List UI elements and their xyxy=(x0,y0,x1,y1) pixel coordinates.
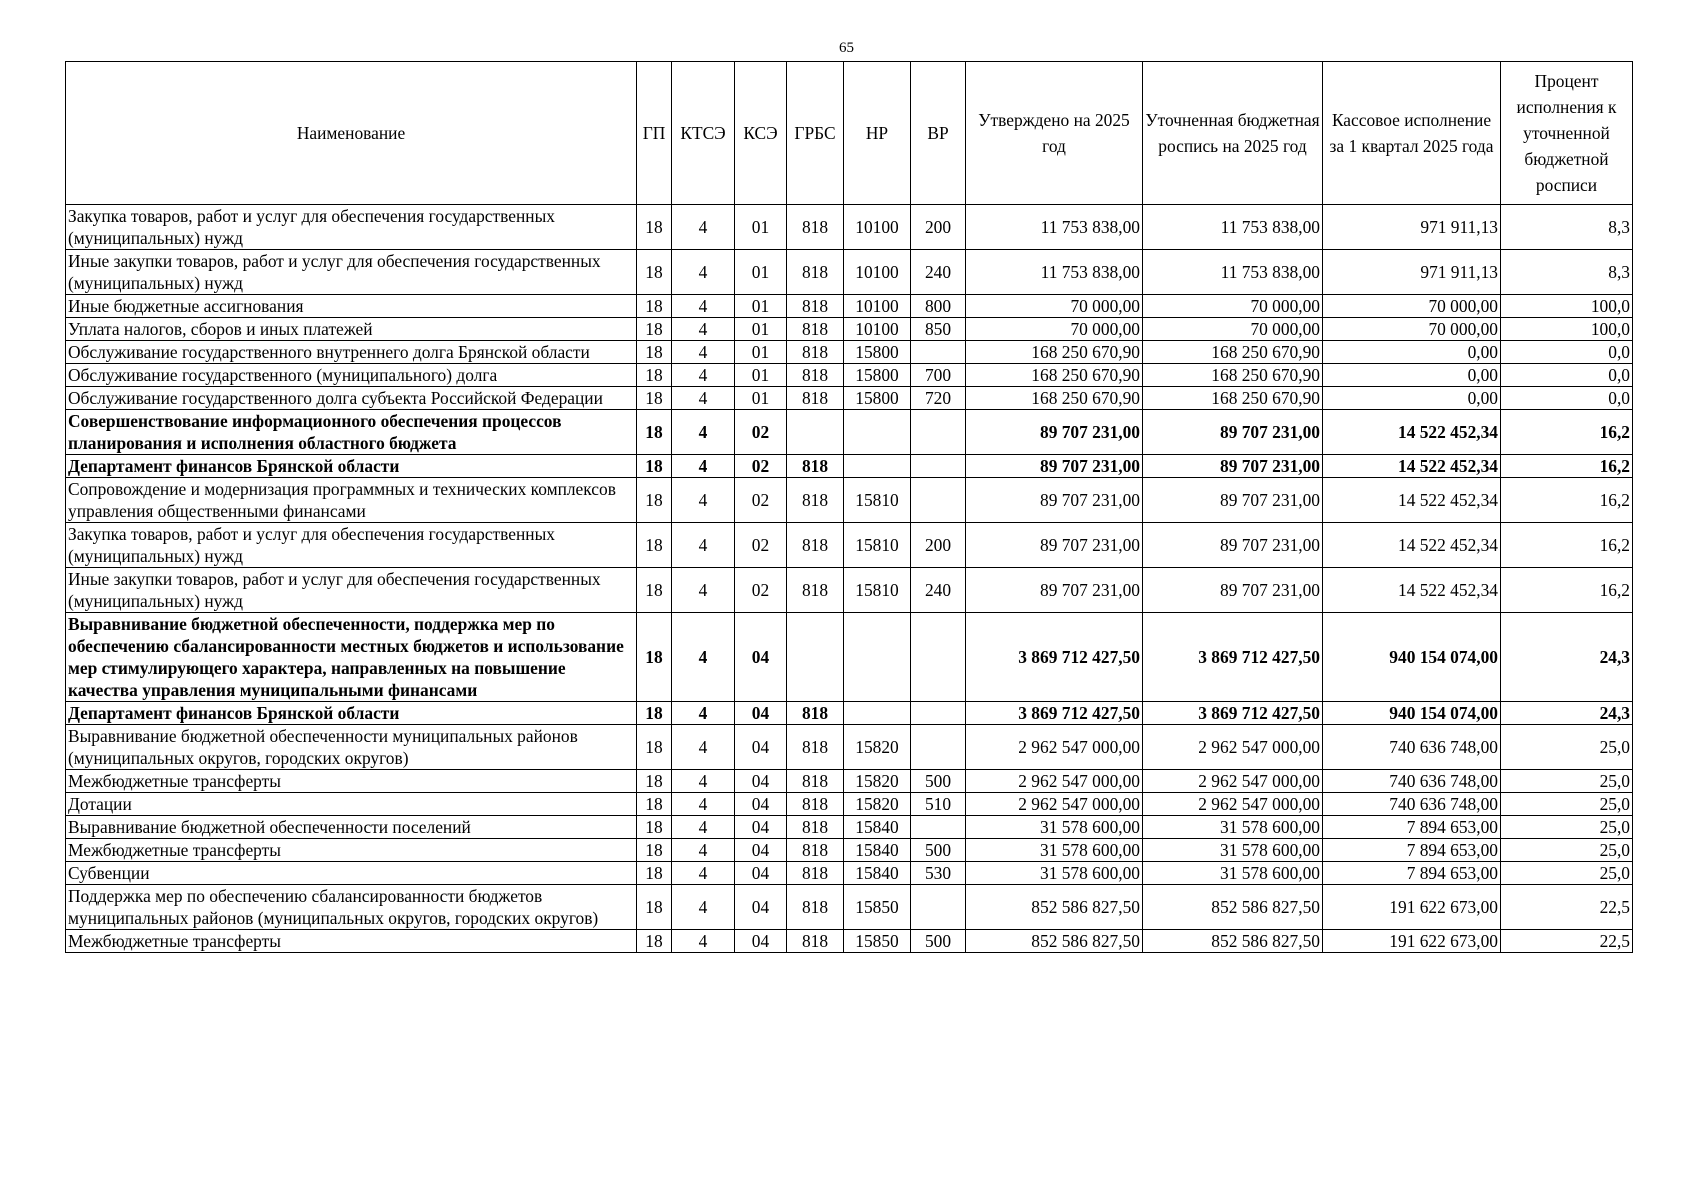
cell-vr: 240 xyxy=(911,568,966,613)
cell-approved: 2 962 547 000,00 xyxy=(966,793,1143,816)
cell-refined: 31 578 600,00 xyxy=(1143,862,1323,885)
cell-approved: 3 869 712 427,50 xyxy=(966,613,1143,702)
cell-gp: 18 xyxy=(637,455,672,478)
cell-name: Уплата налогов, сборов и иных платежей xyxy=(66,318,637,341)
cell-kse: 04 xyxy=(735,725,787,770)
header-np: НР xyxy=(844,62,911,205)
cell-percent: 24,3 xyxy=(1501,613,1633,702)
cell-refined: 89 707 231,00 xyxy=(1143,410,1323,455)
cell-refined: 2 962 547 000,00 xyxy=(1143,793,1323,816)
cell-cash: 14 522 452,34 xyxy=(1323,410,1501,455)
cell-np: 15820 xyxy=(844,725,911,770)
cell-grbs xyxy=(787,410,844,455)
cell-gp: 18 xyxy=(637,568,672,613)
cell-kse: 01 xyxy=(735,295,787,318)
cell-cash: 0,00 xyxy=(1323,364,1501,387)
cell-cash: 7 894 653,00 xyxy=(1323,862,1501,885)
cell-refined: 168 250 670,90 xyxy=(1143,387,1323,410)
cell-percent: 8,3 xyxy=(1501,205,1633,250)
cell-ktse: 4 xyxy=(672,295,735,318)
cell-np: 10100 xyxy=(844,295,911,318)
cell-name: Выравнивание бюджетной обеспеченности поселений xyxy=(66,816,637,839)
cell-cash: 14 522 452,34 xyxy=(1323,568,1501,613)
cell-np: 15800 xyxy=(844,341,911,364)
cell-grbs: 818 xyxy=(787,250,844,295)
cell-ktse: 4 xyxy=(672,478,735,523)
cell-vr xyxy=(911,410,966,455)
table-row xyxy=(66,930,1633,953)
cell-ktse: 4 xyxy=(672,613,735,702)
table-row xyxy=(66,364,1633,387)
cell-refined: 852 586 827,50 xyxy=(1143,885,1323,930)
cell-refined: 3 869 712 427,50 xyxy=(1143,702,1323,725)
cell-np: 15810 xyxy=(844,568,911,613)
cell-name: Департамент финансов Брянской области xyxy=(66,702,637,725)
cell-refined: 11 753 838,00 xyxy=(1143,250,1323,295)
cell-np xyxy=(844,613,911,702)
cell-grbs: 818 xyxy=(787,885,844,930)
cell-approved: 2 962 547 000,00 xyxy=(966,725,1143,770)
cell-gp: 18 xyxy=(637,930,672,953)
header-kse: КСЭ xyxy=(735,62,787,205)
cell-vr xyxy=(911,613,966,702)
header-approved: Утверждено на 2025 год xyxy=(966,62,1143,205)
cell-refined: 31 578 600,00 xyxy=(1143,839,1323,862)
cell-vr: 500 xyxy=(911,930,966,953)
cell-grbs: 818 xyxy=(787,793,844,816)
cell-ktse: 4 xyxy=(672,839,735,862)
header-percent: Процент исполнения к уточненной бюджетной росписи xyxy=(1501,62,1633,205)
cell-gp: 18 xyxy=(637,816,672,839)
cell-gp: 18 xyxy=(637,839,672,862)
cell-name: Сопровождение и модернизация программных и технических комплексов управления общественными финансами xyxy=(66,478,637,523)
cell-grbs: 818 xyxy=(787,816,844,839)
cell-name: Закупка товаров, работ и услуг для обеспечения государственных (муниципальных) нужд xyxy=(66,205,637,250)
cell-grbs: 818 xyxy=(787,387,844,410)
cell-ktse: 4 xyxy=(672,205,735,250)
cell-kse: 02 xyxy=(735,478,787,523)
table-row xyxy=(66,455,1633,478)
cell-np: 15840 xyxy=(844,862,911,885)
cell-np: 10100 xyxy=(844,205,911,250)
cell-refined: 89 707 231,00 xyxy=(1143,568,1323,613)
cell-refined: 3 869 712 427,50 xyxy=(1143,613,1323,702)
table-row xyxy=(66,410,1633,455)
cell-grbs xyxy=(787,613,844,702)
cell-percent: 16,2 xyxy=(1501,523,1633,568)
cell-gp: 18 xyxy=(637,250,672,295)
cell-approved: 11 753 838,00 xyxy=(966,205,1143,250)
cell-ktse: 4 xyxy=(672,410,735,455)
table-row xyxy=(66,816,1633,839)
cell-name: Поддержка мер по обеспечению сбалансированности бюджетов муниципальных районов (муниципальных округов, городских округов) xyxy=(66,885,637,930)
cell-cash: 740 636 748,00 xyxy=(1323,725,1501,770)
cell-kse: 01 xyxy=(735,387,787,410)
table-row xyxy=(66,387,1633,410)
cell-ktse: 4 xyxy=(672,885,735,930)
cell-cash: 14 522 452,34 xyxy=(1323,455,1501,478)
cell-vr: 200 xyxy=(911,205,966,250)
cell-cash: 740 636 748,00 xyxy=(1323,793,1501,816)
cell-grbs: 818 xyxy=(787,839,844,862)
cell-grbs: 818 xyxy=(787,725,844,770)
cell-np xyxy=(844,702,911,725)
cell-grbs: 818 xyxy=(787,295,844,318)
table-row xyxy=(66,568,1633,613)
cell-vr xyxy=(911,885,966,930)
cell-np: 15810 xyxy=(844,478,911,523)
cell-gp: 18 xyxy=(637,770,672,793)
cell-approved: 89 707 231,00 xyxy=(966,410,1143,455)
cell-vr: 200 xyxy=(911,523,966,568)
cell-approved: 89 707 231,00 xyxy=(966,455,1143,478)
table-row xyxy=(66,523,1633,568)
cell-percent: 16,2 xyxy=(1501,568,1633,613)
cell-vr: 800 xyxy=(911,295,966,318)
cell-cash: 191 622 673,00 xyxy=(1323,885,1501,930)
cell-gp: 18 xyxy=(637,341,672,364)
cell-grbs: 818 xyxy=(787,205,844,250)
cell-percent: 22,5 xyxy=(1501,885,1633,930)
table-row xyxy=(66,613,1633,702)
cell-refined: 31 578 600,00 xyxy=(1143,816,1323,839)
table-row xyxy=(66,885,1633,930)
cell-kse: 01 xyxy=(735,318,787,341)
cell-kse: 01 xyxy=(735,205,787,250)
cell-grbs: 818 xyxy=(787,930,844,953)
cell-percent: 8,3 xyxy=(1501,250,1633,295)
cell-percent: 16,2 xyxy=(1501,455,1633,478)
cell-cash: 0,00 xyxy=(1323,387,1501,410)
cell-percent: 25,0 xyxy=(1501,862,1633,885)
cell-name: Межбюджетные трансферты xyxy=(66,930,637,953)
cell-kse: 01 xyxy=(735,250,787,295)
cell-name: Иные закупки товаров, работ и услуг для обеспечения государственных (муниципальных) нужд xyxy=(66,568,637,613)
table-row xyxy=(66,862,1633,885)
cell-np: 15800 xyxy=(844,387,911,410)
table-row xyxy=(66,793,1633,816)
cell-vr: 500 xyxy=(911,839,966,862)
cell-name: Межбюджетные трансферты xyxy=(66,839,637,862)
cell-cash: 191 622 673,00 xyxy=(1323,930,1501,953)
cell-kse: 02 xyxy=(735,455,787,478)
cell-ktse: 4 xyxy=(672,702,735,725)
cell-percent: 100,0 xyxy=(1501,295,1633,318)
cell-name: Департамент финансов Брянской области xyxy=(66,455,637,478)
header-ktse: КТСЭ xyxy=(672,62,735,205)
table-row xyxy=(66,702,1633,725)
cell-grbs: 818 xyxy=(787,862,844,885)
cell-percent: 25,0 xyxy=(1501,770,1633,793)
cell-gp: 18 xyxy=(637,523,672,568)
cell-approved: 31 578 600,00 xyxy=(966,816,1143,839)
cell-cash: 971 911,13 xyxy=(1323,250,1501,295)
cell-name: Выравнивание бюджетной обеспеченности муниципальных районов (муниципальных округов, городских округов) xyxy=(66,725,637,770)
cell-ktse: 4 xyxy=(672,250,735,295)
cell-ktse: 4 xyxy=(672,725,735,770)
cell-ktse: 4 xyxy=(672,568,735,613)
cell-gp: 18 xyxy=(637,885,672,930)
cell-refined: 852 586 827,50 xyxy=(1143,930,1323,953)
cell-approved: 852 586 827,50 xyxy=(966,885,1143,930)
cell-percent: 24,3 xyxy=(1501,702,1633,725)
cell-approved: 31 578 600,00 xyxy=(966,862,1143,885)
cell-cash: 70 000,00 xyxy=(1323,318,1501,341)
cell-percent: 25,0 xyxy=(1501,725,1633,770)
cell-ktse: 4 xyxy=(672,455,735,478)
cell-kse: 04 xyxy=(735,862,787,885)
cell-vr: 850 xyxy=(911,318,966,341)
header-grbs: ГРБС xyxy=(787,62,844,205)
cell-kse: 01 xyxy=(735,341,787,364)
cell-ktse: 4 xyxy=(672,793,735,816)
cell-approved: 852 586 827,50 xyxy=(966,930,1143,953)
cell-ktse: 4 xyxy=(672,341,735,364)
cell-approved: 70 000,00 xyxy=(966,295,1143,318)
cell-np: 15810 xyxy=(844,523,911,568)
table-row xyxy=(66,205,1633,250)
table-row xyxy=(66,770,1633,793)
cell-np: 10100 xyxy=(844,318,911,341)
cell-vr: 240 xyxy=(911,250,966,295)
cell-name: Субвенции xyxy=(66,862,637,885)
cell-refined: 168 250 670,90 xyxy=(1143,341,1323,364)
cell-percent: 22,5 xyxy=(1501,930,1633,953)
cell-vr: 500 xyxy=(911,770,966,793)
cell-vr: 700 xyxy=(911,364,966,387)
cell-name: Закупка товаров, работ и услуг для обеспечения государственных (муниципальных) нужд xyxy=(66,523,637,568)
table-header-row xyxy=(66,62,1633,205)
cell-grbs: 818 xyxy=(787,318,844,341)
cell-kse: 04 xyxy=(735,793,787,816)
header-cash: Кассовое исполнение за 1 квартал 2025 года xyxy=(1323,62,1501,205)
cell-gp: 18 xyxy=(637,613,672,702)
cell-np: 15850 xyxy=(844,885,911,930)
cell-kse: 04 xyxy=(735,702,787,725)
cell-vr xyxy=(911,341,966,364)
cell-approved: 2 962 547 000,00 xyxy=(966,770,1143,793)
cell-percent: 25,0 xyxy=(1501,839,1633,862)
cell-np: 15820 xyxy=(844,770,911,793)
cell-ktse: 4 xyxy=(672,318,735,341)
cell-np xyxy=(844,410,911,455)
cell-vr: 720 xyxy=(911,387,966,410)
cell-np: 15840 xyxy=(844,839,911,862)
table-row xyxy=(66,839,1633,862)
cell-name: Межбюджетные трансферты xyxy=(66,770,637,793)
cell-grbs: 818 xyxy=(787,523,844,568)
cell-ktse: 4 xyxy=(672,770,735,793)
cell-gp: 18 xyxy=(637,295,672,318)
table-row xyxy=(66,725,1633,770)
cell-name: Совершенствование информационного обеспечения процессов планирования и исполнения областного бюджета xyxy=(66,410,637,455)
cell-percent: 0,0 xyxy=(1501,341,1633,364)
cell-kse: 02 xyxy=(735,410,787,455)
cell-percent: 100,0 xyxy=(1501,318,1633,341)
cell-np: 15840 xyxy=(844,816,911,839)
table-row xyxy=(66,318,1633,341)
cell-approved: 89 707 231,00 xyxy=(966,523,1143,568)
table-row xyxy=(66,295,1633,318)
cell-np: 15820 xyxy=(844,793,911,816)
cell-percent: 25,0 xyxy=(1501,793,1633,816)
cell-approved: 168 250 670,90 xyxy=(966,364,1143,387)
cell-ktse: 4 xyxy=(672,523,735,568)
cell-kse: 02 xyxy=(735,523,787,568)
cell-approved: 3 869 712 427,50 xyxy=(966,702,1143,725)
cell-gp: 18 xyxy=(637,862,672,885)
cell-kse: 01 xyxy=(735,364,787,387)
cell-cash: 971 911,13 xyxy=(1323,205,1501,250)
table-row xyxy=(66,341,1633,364)
cell-grbs: 818 xyxy=(787,770,844,793)
cell-vr xyxy=(911,478,966,523)
cell-cash: 7 894 653,00 xyxy=(1323,839,1501,862)
cell-grbs: 818 xyxy=(787,364,844,387)
cell-grbs: 818 xyxy=(787,702,844,725)
cell-name: Выравнивание бюджетной обеспеченности, поддержка мер по обеспечению сбалансированности местных бюджетов и использование мер стимулирующего характера, направленных на повышение качества управления муниципальными финансами xyxy=(66,613,637,702)
cell-percent: 0,0 xyxy=(1501,364,1633,387)
cell-approved: 89 707 231,00 xyxy=(966,478,1143,523)
cell-cash: 70 000,00 xyxy=(1323,295,1501,318)
cell-grbs: 818 xyxy=(787,478,844,523)
cell-grbs: 818 xyxy=(787,455,844,478)
cell-name: Иные закупки товаров, работ и услуг для обеспечения государственных (муниципальных) нужд xyxy=(66,250,637,295)
cell-vr: 530 xyxy=(911,862,966,885)
cell-vr xyxy=(911,816,966,839)
cell-approved: 31 578 600,00 xyxy=(966,839,1143,862)
cell-gp: 18 xyxy=(637,318,672,341)
cell-gp: 18 xyxy=(637,387,672,410)
cell-ktse: 4 xyxy=(672,862,735,885)
cell-refined: 2 962 547 000,00 xyxy=(1143,770,1323,793)
cell-cash: 940 154 074,00 xyxy=(1323,613,1501,702)
cell-refined: 70 000,00 xyxy=(1143,295,1323,318)
cell-kse: 02 xyxy=(735,568,787,613)
cell-kse: 04 xyxy=(735,613,787,702)
cell-cash: 7 894 653,00 xyxy=(1323,816,1501,839)
cell-cash: 740 636 748,00 xyxy=(1323,770,1501,793)
cell-grbs: 818 xyxy=(787,341,844,364)
cell-gp: 18 xyxy=(637,205,672,250)
cell-kse: 04 xyxy=(735,885,787,930)
cell-kse: 04 xyxy=(735,930,787,953)
cell-approved: 168 250 670,90 xyxy=(966,341,1143,364)
cell-refined: 89 707 231,00 xyxy=(1143,523,1323,568)
cell-percent: 25,0 xyxy=(1501,816,1633,839)
cell-ktse: 4 xyxy=(672,364,735,387)
cell-ktse: 4 xyxy=(672,816,735,839)
table-row xyxy=(66,478,1633,523)
cell-percent: 16,2 xyxy=(1501,478,1633,523)
header-refined: Уточненная бюджетная роспись на 2025 год xyxy=(1143,62,1323,205)
page-number: 65 xyxy=(839,40,854,56)
cell-cash: 0,00 xyxy=(1323,341,1501,364)
cell-ktse: 4 xyxy=(672,930,735,953)
cell-percent: 0,0 xyxy=(1501,387,1633,410)
cell-kse: 04 xyxy=(735,839,787,862)
cell-refined: 11 753 838,00 xyxy=(1143,205,1323,250)
cell-cash: 14 522 452,34 xyxy=(1323,523,1501,568)
budget-table xyxy=(65,61,1633,953)
cell-np: 15850 xyxy=(844,930,911,953)
cell-vr: 510 xyxy=(911,793,966,816)
cell-gp: 18 xyxy=(637,478,672,523)
cell-np: 15800 xyxy=(844,364,911,387)
cell-grbs: 818 xyxy=(787,568,844,613)
cell-vr xyxy=(911,455,966,478)
cell-gp: 18 xyxy=(637,410,672,455)
cell-refined: 168 250 670,90 xyxy=(1143,364,1323,387)
cell-refined: 89 707 231,00 xyxy=(1143,455,1323,478)
cell-gp: 18 xyxy=(637,793,672,816)
cell-approved: 168 250 670,90 xyxy=(966,387,1143,410)
cell-approved: 70 000,00 xyxy=(966,318,1143,341)
cell-gp: 18 xyxy=(637,725,672,770)
cell-kse: 04 xyxy=(735,816,787,839)
cell-approved: 89 707 231,00 xyxy=(966,568,1143,613)
cell-cash: 940 154 074,00 xyxy=(1323,702,1501,725)
cell-gp: 18 xyxy=(637,364,672,387)
cell-refined: 2 962 547 000,00 xyxy=(1143,725,1323,770)
cell-ktse: 4 xyxy=(672,387,735,410)
cell-cash: 14 522 452,34 xyxy=(1323,478,1501,523)
header-vr: ВР xyxy=(911,62,966,205)
table-row xyxy=(66,250,1633,295)
cell-np: 10100 xyxy=(844,250,911,295)
cell-name: Иные бюджетные ассигнования xyxy=(66,295,637,318)
cell-percent: 16,2 xyxy=(1501,410,1633,455)
header-name: Наименование xyxy=(66,62,637,205)
cell-name: Дотации xyxy=(66,793,637,816)
cell-kse: 04 xyxy=(735,770,787,793)
cell-vr xyxy=(911,725,966,770)
cell-vr xyxy=(911,702,966,725)
cell-name: Обслуживание государственного внутреннего долга Брянской области xyxy=(66,341,637,364)
cell-gp: 18 xyxy=(637,702,672,725)
cell-refined: 89 707 231,00 xyxy=(1143,478,1323,523)
cell-refined: 70 000,00 xyxy=(1143,318,1323,341)
cell-name: Обслуживание государственного (муниципального) долга xyxy=(66,364,637,387)
header-gp: ГП xyxy=(637,62,672,205)
cell-approved: 11 753 838,00 xyxy=(966,250,1143,295)
cell-np xyxy=(844,455,911,478)
cell-name: Обслуживание государственного долга субъекта Российской Федерации xyxy=(66,387,637,410)
